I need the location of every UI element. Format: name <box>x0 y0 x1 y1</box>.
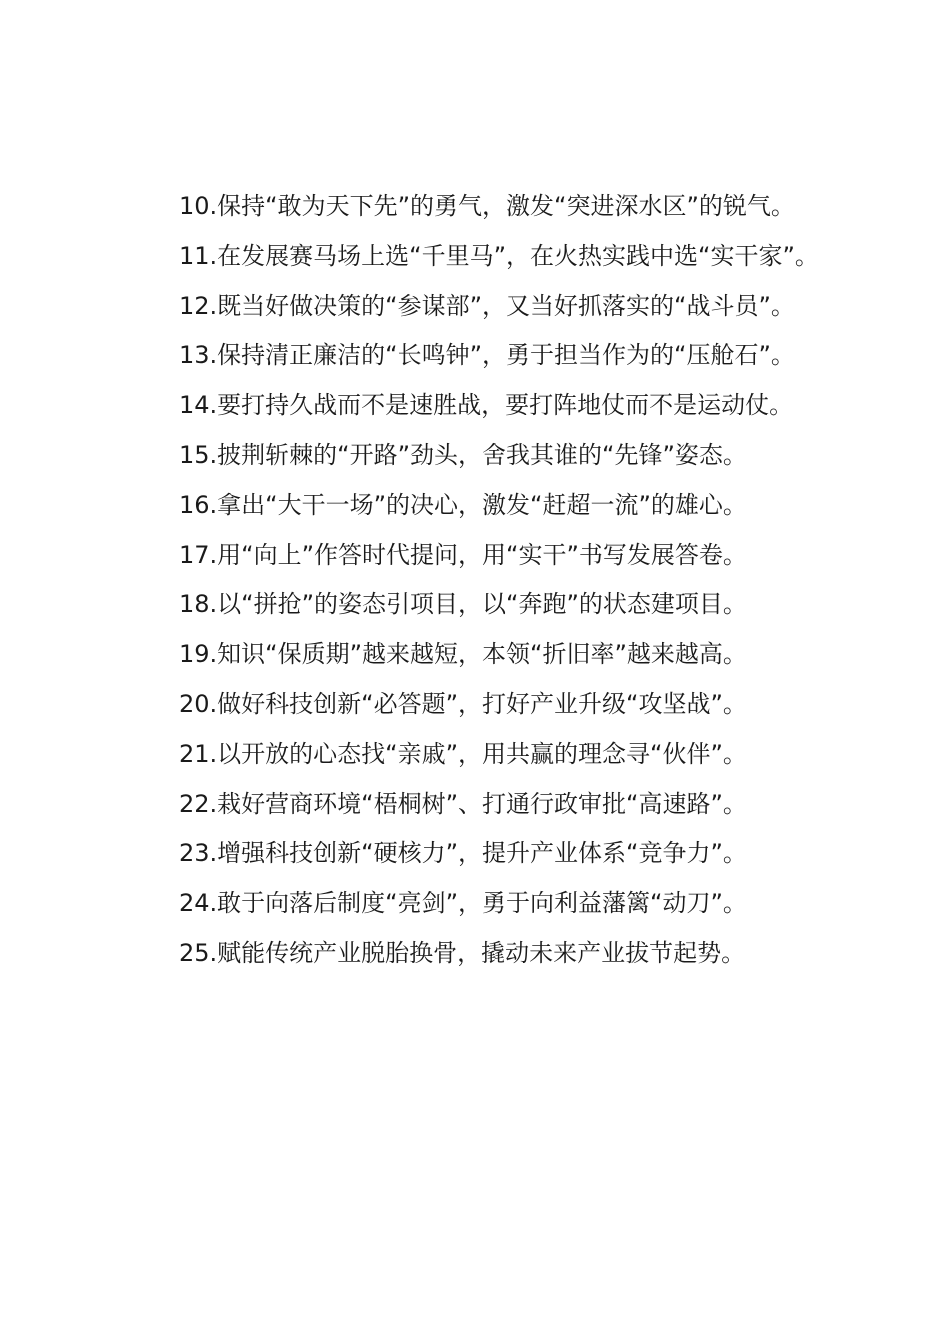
paragraph-16: 16.拿出“大干一场”的决心，激发“赶超一流”的雄心。 <box>179 490 747 519</box>
paragraph-10: 10.保持“敢为天下先”的勇气，激发“突进深水区”的锐气。 <box>179 192 795 220</box>
paragraph-18: 18.以“拼抢”的姿态引项目，以“奔跑”的状态建项目。 <box>179 590 747 619</box>
paragraph-15: 15.披荆斩棘的“开路”劲头，舍我其谁的“先锋”姿态。 <box>179 440 747 469</box>
paragraph-24: 24.敢于向落后制度“亮剑”，勇于向利益藩篱“动刀”。 <box>179 889 747 918</box>
paragraph-11: 11.在发展赛马场上选“千里马”，在火热实践中选“实干家”。 <box>179 241 819 270</box>
document-body <box>127 182 832 979</box>
paragraph-25: 25.赋能传统产业脱胎换骨，撬动未来产业拔节起势。 <box>179 938 746 967</box>
paragraph-13: 13.保持清正廉洁的“长鸣钟”，勇于担当作为的“压舱石”。 <box>179 341 795 370</box>
paragraph-21: 21.以开放的心态找“亲戚”，用共赢的理念寻“伙伴”。 <box>179 739 747 768</box>
paragraph-23: 23.增强科技创新“硬核力”，提升产业体系“竞争力”。 <box>179 839 747 868</box>
paragraph-14: 14.要打持久战而不是速胜战，要打阵地仗而不是运动仗。 <box>179 391 794 420</box>
paragraph-17: 17.用“向上”作答时代提问，用“实干”书写发展答卷。 <box>179 540 747 569</box>
paragraph-20: 20.做好科技创新“必答题”，打好产业升级“攻坚战”。 <box>179 689 747 718</box>
paragraph-22: 22.栽好营商环境“梧桐树”、打通行政审批“高速路”。 <box>179 789 747 818</box>
paragraph-12: 12.既当好做决策的“参谋部”，又当好抓落实的“战斗员”。 <box>179 291 795 320</box>
paragraph-19: 19.知识“保质期”越来越短，本领“折旧率”越来越高。 <box>179 640 747 669</box>
